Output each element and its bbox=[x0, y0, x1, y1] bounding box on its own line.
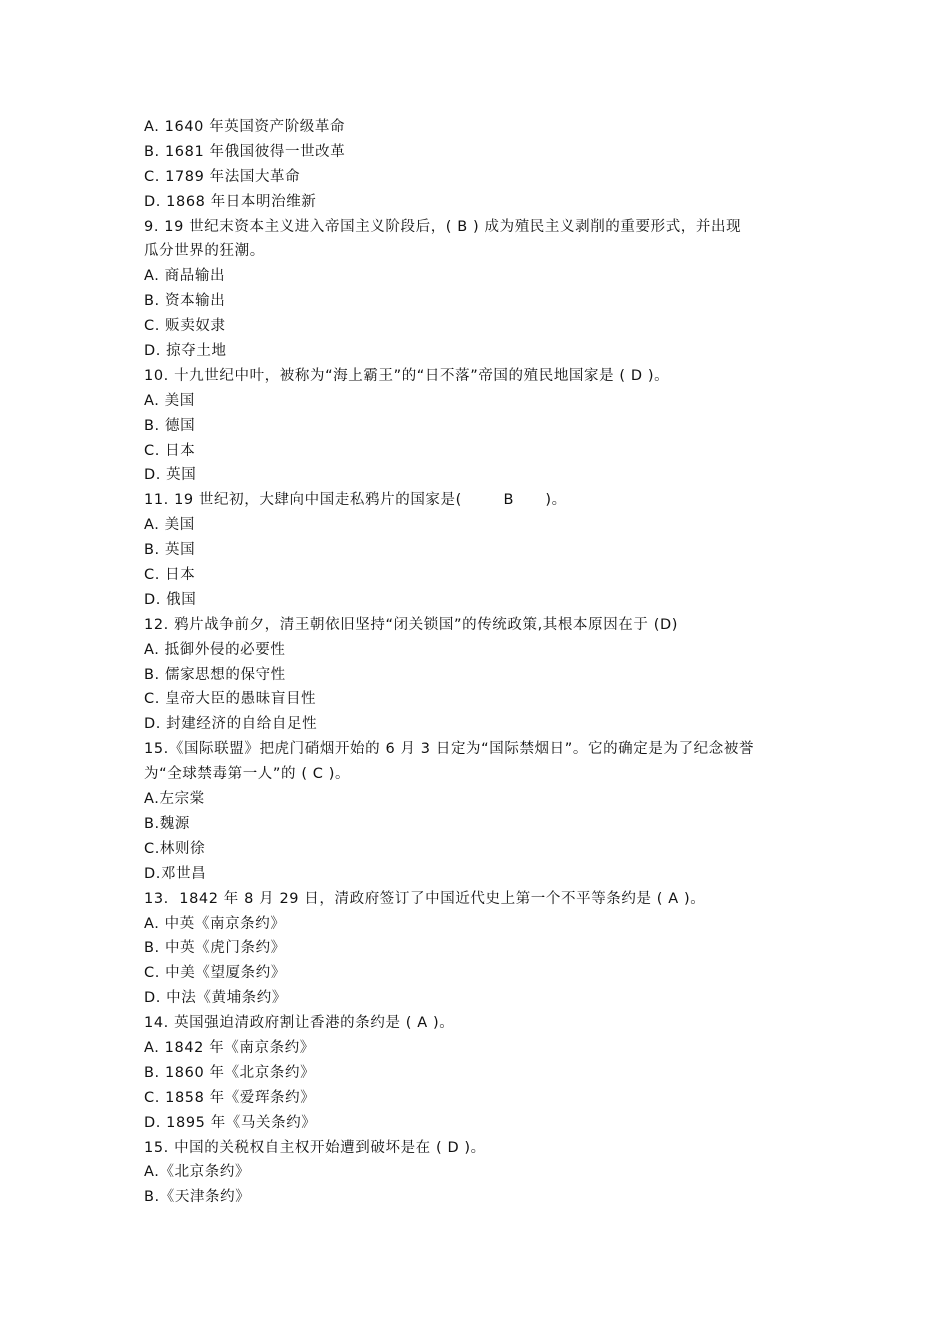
text-line: D.邓世昌 bbox=[144, 865, 207, 882]
text-line: A. 抵御外侵的必要性 bbox=[144, 641, 286, 658]
text-line: A. 美国 bbox=[144, 392, 195, 409]
text-line: A. 美国 bbox=[144, 517, 195, 534]
text-line: 11. 19 世纪初，大肆向中国走私鸦片的国家是( B )。 bbox=[144, 492, 567, 509]
text-line: D. 1868 年日本明治维新 bbox=[144, 193, 317, 210]
text-line: A. 商品输出 bbox=[144, 268, 226, 285]
text-line: A. 中英《南京条约》 bbox=[144, 915, 286, 932]
text-line: C. 贩卖奴隶 bbox=[144, 318, 226, 335]
text-line: C.林则徐 bbox=[144, 840, 206, 857]
text-line: C. 日本 bbox=[144, 567, 196, 584]
text-line: B.《天津条约》 bbox=[144, 1189, 251, 1206]
text-line: B. 英国 bbox=[144, 542, 196, 559]
text-line: 12. 鸦片战争前夕，清王朝依旧坚持“闭关锁国”的传统政策,其根本原因在于 (D) bbox=[144, 616, 678, 633]
text-line: D. 掠夺土地 bbox=[144, 343, 227, 360]
text-line: 为“全球禁毒第一人”的 ( C )。 bbox=[144, 766, 351, 783]
text-line: C. 皇帝大臣的愚昧盲目性 bbox=[144, 691, 317, 708]
text-line: 10. 十九世纪中叶，被称为“海上霸王”的“日不落”帝国的殖民地国家是 ( D )。 bbox=[144, 367, 670, 384]
text-line: C. 日本 bbox=[144, 442, 196, 459]
text-line: B. 德国 bbox=[144, 417, 196, 434]
text-line: 瓜分世界的狂潮。 bbox=[144, 243, 265, 260]
text-line: D. 1895 年《马关条约》 bbox=[144, 1114, 317, 1131]
question-list bbox=[144, 115, 824, 1210]
text-line: D. 英国 bbox=[144, 467, 197, 484]
text-line: B. 1860 年《北京条约》 bbox=[144, 1064, 316, 1081]
text-line: A.《北京条约》 bbox=[144, 1164, 251, 1181]
text-line: D. 俄国 bbox=[144, 591, 197, 608]
text-line: B. 1681 年俄国彼得一世改革 bbox=[144, 143, 346, 160]
text-line: 15.《国际联盟》把虎门硝烟开始的 6 月 3 日定为“国际禁烟日”。它的确定是为了纪念被誉 bbox=[144, 741, 755, 758]
text-line: 9. 19 世纪末资本主义进入帝国主义阶段后，( B ) 成为殖民主义剥削的重要形式，并出现 bbox=[144, 218, 742, 235]
text-line: B. 中英《虎门条约》 bbox=[144, 940, 286, 957]
text-line: D. 中法《黄埔条约》 bbox=[144, 990, 287, 1007]
text-line: 13. 1842 年 8 月 29 日，清政府签订了中国近代史上第一个不平等条约是 ( A )。 bbox=[144, 890, 706, 907]
text-line: 15. 中国的关税权自主权开始遭到破坏是在 ( D )。 bbox=[144, 1139, 486, 1156]
text-line: B. 儒家思想的保守性 bbox=[144, 666, 286, 683]
text-line: 14. 英国强迫清政府割让香港的条约是 ( A )。 bbox=[144, 1015, 455, 1032]
text-line: A. 1842 年《南京条约》 bbox=[144, 1039, 315, 1056]
text-line: C. 1858 年《爱珲条约》 bbox=[144, 1089, 316, 1106]
text-line: A.左宗棠 bbox=[144, 791, 205, 808]
text-line: C. 1789 年法国大革命 bbox=[144, 168, 301, 185]
text-line: B.魏源 bbox=[144, 815, 190, 832]
text-line: C. 中美《望厦条约》 bbox=[144, 965, 286, 982]
text-line: D. 封建经济的自给自足性 bbox=[144, 716, 318, 733]
text-line: A. 1640 年英国资产阶级革命 bbox=[144, 119, 346, 135]
text-line: B. 资本输出 bbox=[144, 293, 226, 310]
